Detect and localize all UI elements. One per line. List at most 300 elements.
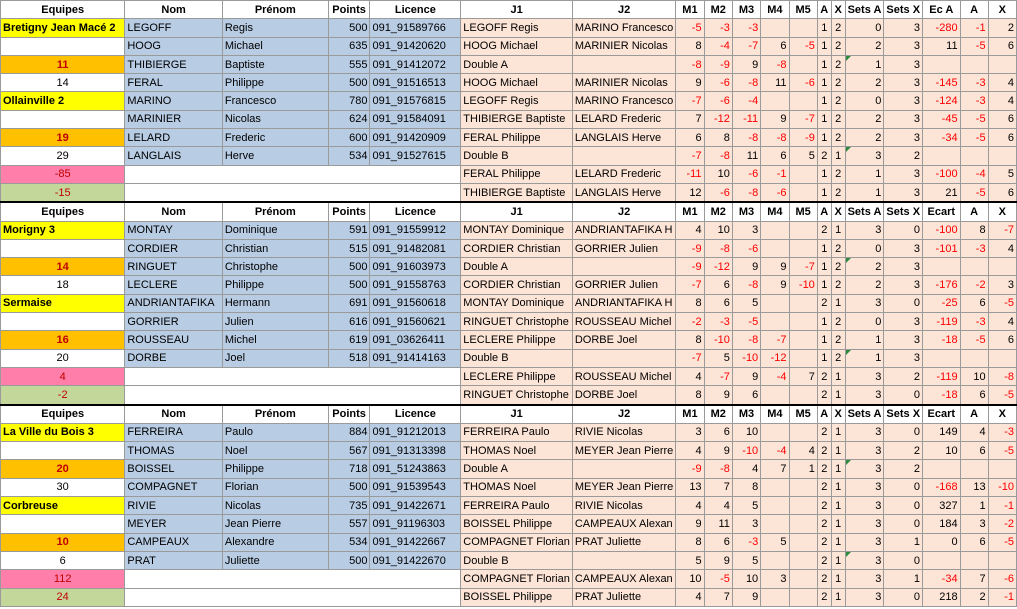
sets-a-cell[interactable]: 3 [845, 478, 884, 496]
m2-cell[interactable]: 4 [704, 497, 732, 515]
points-cell[interactable]: 534 [328, 533, 370, 551]
sets-a-cell[interactable]: 0 [845, 313, 884, 331]
m3-cell[interactable]: -8 [732, 183, 760, 202]
x-diff-cell[interactable] [988, 349, 1016, 367]
a-diff-cell[interactable]: -2 [960, 276, 988, 294]
m3-cell[interactable]: -3 [732, 533, 760, 551]
points-cell[interactable]: 691 [328, 294, 370, 312]
m2-cell[interactable]: 5 [704, 349, 732, 367]
prenom-cell[interactable]: Herve [222, 147, 328, 165]
m2-cell[interactable]: 6 [704, 423, 732, 441]
x-diff-cell[interactable]: 6 [988, 37, 1016, 55]
team-cell[interactable]: 24 [1, 588, 125, 606]
sets-x-cell[interactable]: 3 [884, 55, 923, 73]
a-diff-cell[interactable]: -1 [960, 19, 988, 37]
column-header[interactable]: M3 [732, 1, 760, 19]
nom-cell[interactable]: CORDIER [125, 239, 223, 257]
m3-cell[interactable]: -8 [732, 276, 760, 294]
column-header[interactable]: Nom [125, 202, 223, 221]
m1-cell[interactable]: -9 [676, 239, 704, 257]
a-cell[interactable]: 2 [817, 570, 831, 588]
a-diff-cell[interactable]: -3 [960, 74, 988, 92]
column-header[interactable]: Ecart [923, 405, 961, 424]
m5-cell[interactable] [789, 588, 817, 606]
m5-cell[interactable]: -7 [789, 258, 817, 276]
m2-cell[interactable]: -12 [704, 110, 732, 128]
x-diff-cell[interactable]: -10 [988, 478, 1016, 496]
m3-cell[interactable]: 5 [732, 551, 760, 569]
m2-cell[interactable]: 6 [704, 276, 732, 294]
points-cell[interactable]: 500 [328, 276, 370, 294]
team-cell[interactable] [1, 239, 125, 257]
m4-cell[interactable] [761, 221, 789, 239]
empty-cell[interactable] [222, 367, 328, 385]
m2-cell[interactable]: 10 [704, 165, 732, 183]
m4-cell[interactable]: -12 [761, 349, 789, 367]
sets-x-cell[interactable]: 0 [884, 515, 923, 533]
prenom-cell[interactable]: Baptiste [222, 55, 328, 73]
m3-cell[interactable]: -7 [732, 37, 760, 55]
m1-cell[interactable]: -7 [676, 92, 704, 110]
m3-cell[interactable]: 10 [732, 423, 760, 441]
team-cell[interactable]: Ollainville 2 [1, 92, 125, 110]
x-cell[interactable]: 2 [831, 239, 845, 257]
m5-cell[interactable] [789, 497, 817, 515]
a-diff-cell[interactable]: 6 [960, 294, 988, 312]
m3-cell[interactable]: -10 [732, 349, 760, 367]
empty-cell[interactable] [125, 367, 223, 385]
x-diff-cell[interactable]: -6 [988, 570, 1016, 588]
a-cell[interactable]: 2 [817, 386, 831, 405]
prenom-cell[interactable]: Francesco [222, 92, 328, 110]
team-cell[interactable] [1, 110, 125, 128]
column-header[interactable]: X [831, 405, 845, 424]
sets-x-cell[interactable]: 0 [884, 423, 923, 441]
m2-cell[interactable]: 7 [704, 588, 732, 606]
sets-a-cell[interactable]: 3 [845, 367, 884, 385]
a-diff-cell[interactable] [960, 147, 988, 165]
x-diff-cell[interactable]: -3 [988, 423, 1016, 441]
team-cell[interactable]: 20 [1, 349, 125, 367]
sets-a-cell[interactable]: 2 [845, 129, 884, 147]
prenom-cell[interactable]: Noel [222, 442, 328, 460]
column-header[interactable]: A [817, 1, 831, 19]
column-header[interactable]: M1 [676, 405, 704, 424]
x-cell[interactable]: 2 [831, 313, 845, 331]
m4-cell[interactable]: 6 [761, 37, 789, 55]
sets-x-cell[interactable]: 0 [884, 221, 923, 239]
j1-cell[interactable]: CORDIER Christian [461, 239, 573, 257]
licence-cell[interactable]: 091_91516513 [370, 74, 461, 92]
sets-x-cell[interactable]: 3 [884, 349, 923, 367]
ecart-cell[interactable] [923, 349, 961, 367]
prenom-cell[interactable]: Jean Pierre [222, 515, 328, 533]
j2-cell[interactable]: GORRIER Julien [572, 239, 675, 257]
a-cell[interactable]: 2 [817, 367, 831, 385]
points-cell[interactable]: 780 [328, 92, 370, 110]
points-cell[interactable]: 591 [328, 221, 370, 239]
m1-cell[interactable]: -9 [676, 258, 704, 276]
team-cell[interactable]: 11 [1, 55, 125, 73]
column-header[interactable]: M5 [789, 202, 817, 221]
nom-cell[interactable]: THOMAS [125, 442, 223, 460]
column-header[interactable]: Sets A [845, 1, 884, 19]
empty-cell[interactable] [222, 588, 328, 606]
j2-cell[interactable] [572, 55, 675, 73]
team-cell[interactable] [1, 515, 125, 533]
team-cell[interactable]: -15 [1, 183, 125, 202]
a-diff-cell[interactable]: 6 [960, 442, 988, 460]
j2-cell[interactable]: MEYER Jean Pierre [572, 442, 675, 460]
x-cell[interactable]: 1 [831, 442, 845, 460]
column-header[interactable]: X [831, 202, 845, 221]
ecart-cell[interactable]: 327 [923, 497, 961, 515]
a-cell[interactable]: 2 [817, 147, 831, 165]
m5-cell[interactable] [789, 331, 817, 349]
j2-cell[interactable]: CAMPEAUX Alexan [572, 570, 675, 588]
team-cell[interactable]: 112 [1, 570, 125, 588]
m4-cell[interactable]: 9 [761, 258, 789, 276]
a-diff-cell[interactable]: 4 [960, 423, 988, 441]
m5-cell[interactable]: 7 [789, 367, 817, 385]
licence-cell[interactable]: 091_91539543 [370, 478, 461, 496]
nom-cell[interactable]: MARINO [125, 92, 223, 110]
prenom-cell[interactable]: Hermann [222, 294, 328, 312]
a-diff-cell[interactable]: -4 [960, 165, 988, 183]
m1-cell[interactable]: 12 [676, 183, 704, 202]
m4-cell[interactable]: 3 [761, 570, 789, 588]
empty-cell[interactable] [328, 570, 370, 588]
column-header[interactable]: Sets X [884, 1, 923, 19]
sets-x-cell[interactable]: 1 [884, 533, 923, 551]
points-cell[interactable]: 500 [328, 19, 370, 37]
team-cell[interactable]: 19 [1, 129, 125, 147]
j2-cell[interactable]: ROUSSEAU Michel [572, 313, 675, 331]
j1-cell[interactable]: HOOG Michael [461, 74, 573, 92]
team-cell[interactable]: 18 [1, 276, 125, 294]
sets-x-cell[interactable]: 2 [884, 460, 923, 478]
j2-cell[interactable]: MARINIER Nicolas [572, 74, 675, 92]
x-diff-cell[interactable]: -2 [988, 515, 1016, 533]
j1-cell[interactable]: Double A [461, 258, 573, 276]
j1-cell[interactable]: HOOG Michael [461, 37, 573, 55]
m3-cell[interactable]: -3 [732, 19, 760, 37]
empty-cell[interactable] [222, 183, 328, 202]
m2-cell[interactable]: -3 [704, 313, 732, 331]
m5-cell[interactable] [789, 515, 817, 533]
column-header[interactable]: Nom [125, 405, 223, 424]
points-cell[interactable]: 534 [328, 147, 370, 165]
m2-cell[interactable]: -3 [704, 19, 732, 37]
empty-cell[interactable] [222, 165, 328, 183]
sets-x-cell[interactable]: 0 [884, 551, 923, 569]
j2-cell[interactable]: ANDRIANTAFIKA H [572, 221, 675, 239]
x-diff-cell[interactable]: -5 [988, 533, 1016, 551]
m4-cell[interactable]: -1 [761, 165, 789, 183]
m3-cell[interactable]: 3 [732, 515, 760, 533]
column-header[interactable]: M3 [732, 202, 760, 221]
column-header[interactable]: J1 [461, 1, 573, 19]
column-header[interactable]: M4 [761, 1, 789, 19]
j2-cell[interactable]: GORRIER Julien [572, 276, 675, 294]
x-diff-cell[interactable]: 4 [988, 92, 1016, 110]
m2-cell[interactable]: 8 [704, 129, 732, 147]
m3-cell[interactable]: -8 [732, 331, 760, 349]
m2-cell[interactable]: -8 [704, 147, 732, 165]
column-header[interactable]: Prénom [222, 1, 328, 19]
empty-cell[interactable] [125, 570, 223, 588]
column-header[interactable]: X [988, 202, 1016, 221]
m3-cell[interactable]: -8 [732, 129, 760, 147]
m3-cell[interactable]: -4 [732, 92, 760, 110]
j1-cell[interactable]: FERAL Philippe [461, 165, 573, 183]
column-header[interactable]: M5 [789, 405, 817, 424]
sets-x-cell[interactable]: 0 [884, 478, 923, 496]
x-cell[interactable]: 1 [831, 570, 845, 588]
a-cell[interactable]: 1 [817, 55, 831, 73]
m1-cell[interactable]: -9 [676, 460, 704, 478]
column-header[interactable]: Prénom [222, 405, 328, 424]
sets-a-cell[interactable]: 2 [845, 258, 884, 276]
x-cell[interactable]: 2 [831, 55, 845, 73]
sets-a-cell[interactable]: 3 [845, 442, 884, 460]
sets-a-cell[interactable]: 1 [845, 165, 884, 183]
licence-cell[interactable]: 091_91558763 [370, 276, 461, 294]
ecart-cell[interactable]: -18 [923, 386, 961, 405]
j2-cell[interactable]: RIVIE Nicolas [572, 423, 675, 441]
sets-x-cell[interactable]: 3 [884, 37, 923, 55]
empty-cell[interactable] [328, 183, 370, 202]
m5-cell[interactable] [789, 221, 817, 239]
prenom-cell[interactable]: Regis [222, 19, 328, 37]
points-cell[interactable]: 500 [328, 74, 370, 92]
m2-cell[interactable]: 9 [704, 551, 732, 569]
m1-cell[interactable]: 8 [676, 331, 704, 349]
m5-cell[interactable]: -6 [789, 74, 817, 92]
x-cell[interactable]: 1 [831, 497, 845, 515]
m2-cell[interactable]: -4 [704, 37, 732, 55]
sets-a-cell[interactable]: 2 [845, 110, 884, 128]
j1-cell[interactable]: THIBIERGE Baptiste [461, 183, 573, 202]
m4-cell[interactable]: -7 [761, 331, 789, 349]
empty-cell[interactable] [370, 367, 461, 385]
m5-cell[interactable]: 5 [789, 147, 817, 165]
m5-cell[interactable]: -5 [789, 37, 817, 55]
x-cell[interactable]: 2 [831, 258, 845, 276]
m1-cell[interactable]: 4 [676, 442, 704, 460]
empty-cell[interactable] [125, 165, 223, 183]
m5-cell[interactable] [789, 423, 817, 441]
column-header[interactable]: Sets A [845, 202, 884, 221]
m5-cell[interactable] [789, 386, 817, 405]
j2-cell[interactable]: DORBE Joel [572, 331, 675, 349]
m1-cell[interactable]: 4 [676, 497, 704, 515]
a-diff-cell[interactable] [960, 258, 988, 276]
sets-a-cell[interactable]: 2 [845, 37, 884, 55]
a-diff-cell[interactable]: 8 [960, 221, 988, 239]
m5-cell[interactable] [789, 551, 817, 569]
team-cell[interactable]: Bretigny Jean Macé 2 [1, 19, 125, 37]
column-header[interactable]: Points [328, 405, 370, 424]
points-cell[interactable]: 518 [328, 349, 370, 367]
m2-cell[interactable]: -5 [704, 570, 732, 588]
ecart-cell[interactable]: -119 [923, 313, 961, 331]
x-cell[interactable]: 2 [831, 165, 845, 183]
m2-cell[interactable]: 6 [704, 294, 732, 312]
nom-cell[interactable]: ROUSSEAU [125, 331, 223, 349]
sets-a-cell[interactable]: 0 [845, 239, 884, 257]
a-cell[interactable]: 2 [817, 478, 831, 496]
ecart-cell[interactable]: -100 [923, 165, 961, 183]
m2-cell[interactable]: -7 [704, 367, 732, 385]
team-cell[interactable]: -85 [1, 165, 125, 183]
x-cell[interactable]: 2 [831, 349, 845, 367]
m3-cell[interactable]: 4 [732, 460, 760, 478]
a-cell[interactable]: 2 [817, 460, 831, 478]
sets-a-cell[interactable]: 3 [845, 221, 884, 239]
x-cell[interactable]: 1 [831, 533, 845, 551]
column-header[interactable]: Equipes [1, 1, 125, 19]
nom-cell[interactable]: MARINIER [125, 110, 223, 128]
sets-a-cell[interactable]: 2 [845, 74, 884, 92]
m2-cell[interactable]: -12 [704, 258, 732, 276]
m3-cell[interactable]: -6 [732, 239, 760, 257]
column-header[interactable]: Nom [125, 1, 223, 19]
m5-cell[interactable]: -7 [789, 110, 817, 128]
team-cell[interactable]: La Ville du Bois 3 [1, 423, 125, 441]
team-cell[interactable]: 20 [1, 460, 125, 478]
a-diff-cell[interactable]: 2 [960, 588, 988, 606]
m4-cell[interactable]: 6 [761, 147, 789, 165]
m4-cell[interactable]: -8 [761, 129, 789, 147]
a-cell[interactable]: 2 [817, 442, 831, 460]
team-cell[interactable]: 29 [1, 147, 125, 165]
m3-cell[interactable]: 11 [732, 147, 760, 165]
licence-cell[interactable]: 091_91482081 [370, 239, 461, 257]
team-cell[interactable]: 14 [1, 74, 125, 92]
prenom-cell[interactable]: Michael [222, 37, 328, 55]
column-header[interactable]: M2 [704, 202, 732, 221]
sets-x-cell[interactable]: 3 [884, 92, 923, 110]
a-diff-cell[interactable]: -3 [960, 239, 988, 257]
prenom-cell[interactable]: Dominique [222, 221, 328, 239]
points-cell[interactable]: 616 [328, 313, 370, 331]
column-header[interactable]: A [817, 202, 831, 221]
team-cell[interactable] [1, 442, 125, 460]
x-diff-cell[interactable] [988, 460, 1016, 478]
j2-cell[interactable]: LANGLAIS Herve [572, 129, 675, 147]
ecart-cell[interactable]: -280 [923, 19, 961, 37]
j2-cell[interactable]: MARINO Francesco [572, 19, 675, 37]
m1-cell[interactable]: -2 [676, 313, 704, 331]
sets-a-cell[interactable]: 2 [845, 276, 884, 294]
ecart-cell[interactable]: -176 [923, 276, 961, 294]
points-cell[interactable]: 735 [328, 497, 370, 515]
j1-cell[interactable]: LECLERE Philippe [461, 331, 573, 349]
nom-cell[interactable]: GORRIER [125, 313, 223, 331]
ecart-cell[interactable]: 149 [923, 423, 961, 441]
points-cell[interactable]: 718 [328, 460, 370, 478]
x-diff-cell[interactable]: 6 [988, 129, 1016, 147]
j2-cell[interactable] [572, 258, 675, 276]
j1-cell[interactable]: THOMAS Noel [461, 442, 573, 460]
points-cell[interactable]: 515 [328, 239, 370, 257]
m3-cell[interactable]: -11 [732, 110, 760, 128]
a-cell[interactable]: 1 [817, 129, 831, 147]
a-cell[interactable]: 2 [817, 551, 831, 569]
team-cell[interactable]: 10 [1, 533, 125, 551]
licence-cell[interactable]: 091_91212013 [370, 423, 461, 441]
x-cell[interactable]: 2 [831, 37, 845, 55]
sets-a-cell[interactable]: 3 [845, 570, 884, 588]
a-diff-cell[interactable]: 7 [960, 570, 988, 588]
points-cell[interactable]: 635 [328, 37, 370, 55]
m2-cell[interactable]: 9 [704, 442, 732, 460]
m1-cell[interactable]: 10 [676, 570, 704, 588]
sets-a-cell[interactable]: 1 [845, 349, 884, 367]
j2-cell[interactable] [572, 551, 675, 569]
column-header[interactable]: A [960, 405, 988, 424]
licence-cell[interactable]: 091_91603973 [370, 258, 461, 276]
m5-cell[interactable] [789, 92, 817, 110]
team-cell[interactable] [1, 313, 125, 331]
a-cell[interactable]: 2 [817, 497, 831, 515]
x-cell[interactable]: 1 [831, 221, 845, 239]
a-cell[interactable]: 1 [817, 74, 831, 92]
a-cell[interactable]: 1 [817, 37, 831, 55]
sets-a-cell[interactable]: 3 [845, 588, 884, 606]
sets-x-cell[interactable]: 0 [884, 497, 923, 515]
nom-cell[interactable]: LANGLAIS [125, 147, 223, 165]
j1-cell[interactable]: Double B [461, 551, 573, 569]
sets-x-cell[interactable]: 2 [884, 442, 923, 460]
licence-cell[interactable]: 091_91313398 [370, 442, 461, 460]
column-header[interactable]: J2 [572, 1, 675, 19]
team-cell[interactable]: 16 [1, 331, 125, 349]
a-diff-cell[interactable]: 1 [960, 497, 988, 515]
j1-cell[interactable]: Double A [461, 460, 573, 478]
a-diff-cell[interactable]: 3 [960, 515, 988, 533]
sets-x-cell[interactable]: 0 [884, 386, 923, 405]
x-diff-cell[interactable]: 4 [988, 74, 1016, 92]
m1-cell[interactable]: -11 [676, 165, 704, 183]
m4-cell[interactable]: -6 [761, 183, 789, 202]
points-cell[interactable]: 884 [328, 423, 370, 441]
sets-x-cell[interactable]: 3 [884, 239, 923, 257]
empty-cell[interactable] [125, 588, 223, 606]
sets-a-cell[interactable]: 1 [845, 183, 884, 202]
m3-cell[interactable]: -8 [732, 74, 760, 92]
m2-cell[interactable]: -10 [704, 331, 732, 349]
m4-cell[interactable] [761, 313, 789, 331]
column-header[interactable]: Points [328, 1, 370, 19]
licence-cell[interactable]: 091_91589766 [370, 19, 461, 37]
m4-cell[interactable] [761, 515, 789, 533]
a-diff-cell[interactable]: 13 [960, 478, 988, 496]
nom-cell[interactable]: ANDRIANTAFIKA [125, 294, 223, 312]
a-diff-cell[interactable]: 6 [960, 533, 988, 551]
m1-cell[interactable]: 8 [676, 294, 704, 312]
nom-cell[interactable]: FERAL [125, 74, 223, 92]
j1-cell[interactable]: RINGUET Christophe [461, 386, 573, 405]
team-cell[interactable]: Sermaise [1, 294, 125, 312]
x-diff-cell[interactable]: -1 [988, 588, 1016, 606]
m3-cell[interactable]: 6 [732, 386, 760, 405]
team-cell[interactable]: 4 [1, 367, 125, 385]
sets-a-cell[interactable]: 0 [845, 19, 884, 37]
m1-cell[interactable]: 5 [676, 551, 704, 569]
prenom-cell[interactable]: Joel [222, 349, 328, 367]
